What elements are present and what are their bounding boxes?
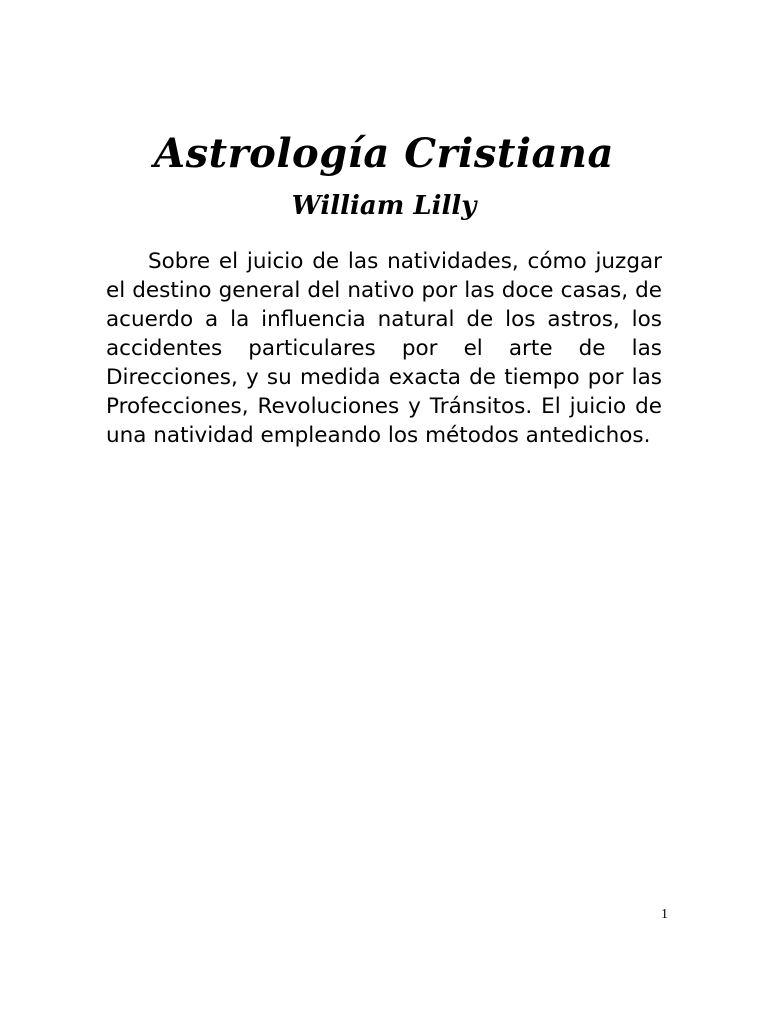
intro-paragraph: Sobre el juicio de las natividades, cómo juzgar el destino general del nativo por las doce casas, de acuerdo a la influencia natural de los astros, los accidentes particulares por el arte de las Direcciones, y su medida exacta de tiempo por las Profecciones, Revoluciones y Tránsitos. El juicio de una natividad empleando los métodos antedichos.	[106, 249, 662, 448]
document-author: William Lilly	[291, 191, 477, 221]
page-number: 1	[661, 907, 668, 922]
document-title: Astrología Cristiana	[154, 130, 614, 177]
